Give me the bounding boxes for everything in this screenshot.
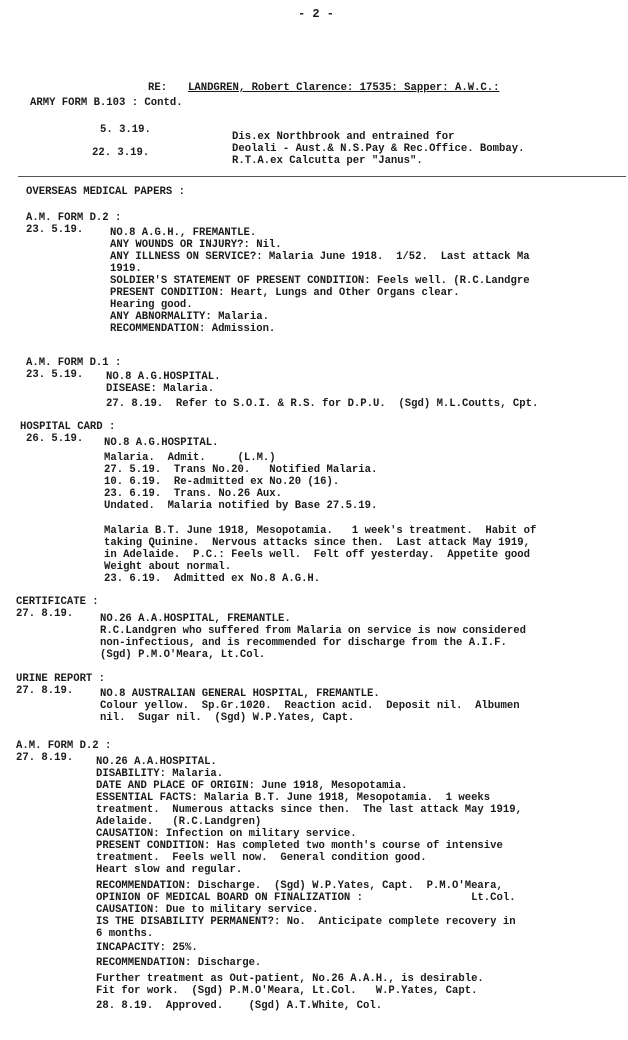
form-d2b-line: Heart slow and regular.: [96, 864, 243, 876]
form-d1-title: A.M. FORM D.1 :: [26, 357, 122, 369]
urine-line: Colour yellow. Sp.Gr.1020. Reaction acid. Deposit nil. Albumen: [100, 700, 520, 712]
form-d2b-line: RECOMMENDATION: Discharge. (Sgd) W.P.Yates, Capt. P.M.O'Meara,: [96, 880, 503, 892]
army-text-3: R.T.A.ex Calcutta per "Janus".: [232, 155, 423, 167]
hospital-card-line: Undated. Malaria notified by Base 27.5.19.: [104, 500, 378, 512]
hospital-card-line: 10. 6.19. Re-admitted ex No.20 (16).: [104, 476, 340, 488]
certificate-date: 27. 8.19.: [16, 608, 74, 620]
page-number: - 2 -: [298, 7, 335, 21]
re-label: RE:: [148, 82, 168, 94]
hospital-card-line: 23. 6.19. Admitted ex No.8 A.G.H.: [104, 573, 321, 585]
form-d2b-line: 28. 8.19. Approved. (Sgd) A.T.White, Col.: [96, 1000, 383, 1012]
hospital-card-line: Malaria. Admit. (L.M.): [104, 452, 276, 464]
form-d2-line: ANY ILLNESS ON SERVICE?: Malaria June 1918. 1/52. Last attack Ma: [110, 251, 530, 263]
form-d2b-line: RECOMMENDATION: Discharge.: [96, 957, 262, 969]
army-date-3: 22. 3.19.: [92, 147, 150, 159]
hospital-card-line: Malaria B.T. June 1918, Mesopotamia. 1 week's treatment. Habit of: [104, 525, 537, 537]
form-d2b-line: treatment. Numerous attacks since then. The last attack May 1919,: [96, 804, 522, 816]
form-d2b-line: NO.26 A.A.HOSPITAL.: [96, 756, 217, 768]
army-text-1: Dis.ex Northbrook and entrained for: [232, 131, 455, 143]
form-d2b-line: OPINION OF MEDICAL BOARD ON FINALIZATION : Lt.Col.: [96, 892, 516, 904]
urine-title: URINE REPORT :: [16, 673, 106, 685]
form-d2-line: ANY WOUNDS OR INJURY?: Nil.: [110, 239, 282, 251]
form-d2b-date: 27. 8.19.: [16, 752, 74, 764]
form-d2b-line: 6 months.: [96, 928, 154, 940]
certificate-line: non-infectious, and is recommended for discharge from the A.I.F.: [100, 637, 507, 649]
hospital-card-line: in Adelaide. P.C.: Feels well. Felt off yesterday. Appetite good: [104, 549, 530, 561]
form-d2b-line: Adelaide. (R.C.Landgren): [96, 816, 262, 828]
form-d2b-line: CAUSATION: Due to military service.: [96, 904, 319, 916]
form-d2-line: ANY ABNORMALITY: Malaria.: [110, 311, 269, 323]
form-d2b-line: CAUSATION: Infection on military service.: [96, 828, 357, 840]
hospital-card-line: 27. 5.19. Trans No.20. Notified Malaria.: [104, 464, 378, 476]
form-d2b-line: PRESENT CONDITION: Has completed two month's course of intensive: [96, 840, 503, 852]
form-d2-line: Hearing good.: [110, 299, 193, 311]
form-d2b-line: IS THE DISABILITY PERMANENT?: No. Anticipate complete recovery in: [96, 916, 516, 928]
form-d2-date: 23. 5.19.: [26, 224, 84, 236]
form-d2b-line: DATE AND PLACE OF ORIGIN: June 1918, Mesopotamia.: [96, 780, 408, 792]
certificate-line: R.C.Landgren who suffered from Malaria on service is now considered: [100, 625, 526, 637]
form-d1-line: NO.8 A.G.HOSPITAL.: [106, 371, 221, 383]
hospital-card-line: taking Quinine. Nervous attacks since then. Last attack May 1919,: [104, 537, 530, 549]
urine-line: NO.8 AUSTRALIAN GENERAL HOSPITAL, FREMANTLE.: [100, 688, 380, 700]
form-d2-line: NO.8 A.G.H., FREMANTLE.: [110, 227, 257, 239]
form-d2b-line: treatment. Feels well now. General condition good.: [96, 852, 427, 864]
army-text-2: Deolali - Aust.& N.S.Pay & Rec.Office. Bombay.: [232, 143, 525, 155]
hospital-card-title: HOSPITAL CARD :: [20, 421, 116, 433]
overseas-heading: OVERSEAS MEDICAL PAPERS :: [26, 186, 185, 198]
form-d1-line: DISEASE: Malaria.: [106, 383, 215, 395]
hospital-card-line: Weight about normal.: [104, 561, 232, 573]
form-d2-line: 1919.: [110, 263, 142, 275]
form-d2-line: RECOMMENDATION: Admission.: [110, 323, 276, 335]
separator-rule: [18, 176, 626, 177]
form-d2b-line: ESSENTIAL FACTS: Malaria B.T. June 1918, Mesopotamia. 1 weeks: [96, 792, 491, 804]
certificate-title: CERTIFICATE :: [16, 596, 99, 608]
form-d2b-title: A.M. FORM D.2 :: [16, 740, 112, 752]
form-d2b-line: DISABILITY: Malaria.: [96, 768, 224, 780]
record-heading: LANDGREN, Robert Clarence: 17535: Sapper: A.W.C.:: [188, 82, 500, 94]
form-d2-line: SOLDIER'S STATEMENT OF PRESENT CONDITION: Feels well. (R.C.Landgre: [110, 275, 530, 287]
form-d1-date: 23. 5.19.: [26, 369, 84, 381]
form-d2b-line: Fit for work. (Sgd) P.M.O'Meara, Lt.Col. W.P.Yates, Capt.: [96, 985, 478, 997]
army-form-title: ARMY FORM B.103 : Contd.: [30, 97, 183, 109]
hospital-card-date: 26. 5.19.: [26, 433, 84, 445]
certificate-line: NO.26 A.A.HOSPITAL, FREMANTLE.: [100, 613, 291, 625]
hospital-card-line: 23. 6.19. Trans. No.26 Aux.: [104, 488, 283, 500]
form-d1-line: 27. 8.19. Refer to S.O.I. & R.S. for D.P.U. (Sgd) M.L.Coutts, Cpt.: [106, 398, 539, 410]
army-date-1: 5. 3.19.: [100, 124, 151, 136]
form-d2b-line: Further treatment as Out-patient, No.26 A.A.H., is desirable.: [96, 973, 484, 985]
certificate-line: (Sgd) P.M.O'Meara, Lt.Col.: [100, 649, 266, 661]
form-d2-line: PRESENT CONDITION: Heart, Lungs and Other Organs clear.: [110, 287, 460, 299]
form-d2-title: A.M. FORM D.2 :: [26, 212, 122, 224]
urine-date: 27. 8.19.: [16, 685, 74, 697]
urine-line: nil. Sugar nil. (Sgd) W.P.Yates, Capt.: [100, 712, 355, 724]
form-d2b-line: INCAPACITY: 25%.: [96, 942, 198, 954]
hospital-card-line: NO.8 A.G.HOSPITAL.: [104, 437, 219, 449]
